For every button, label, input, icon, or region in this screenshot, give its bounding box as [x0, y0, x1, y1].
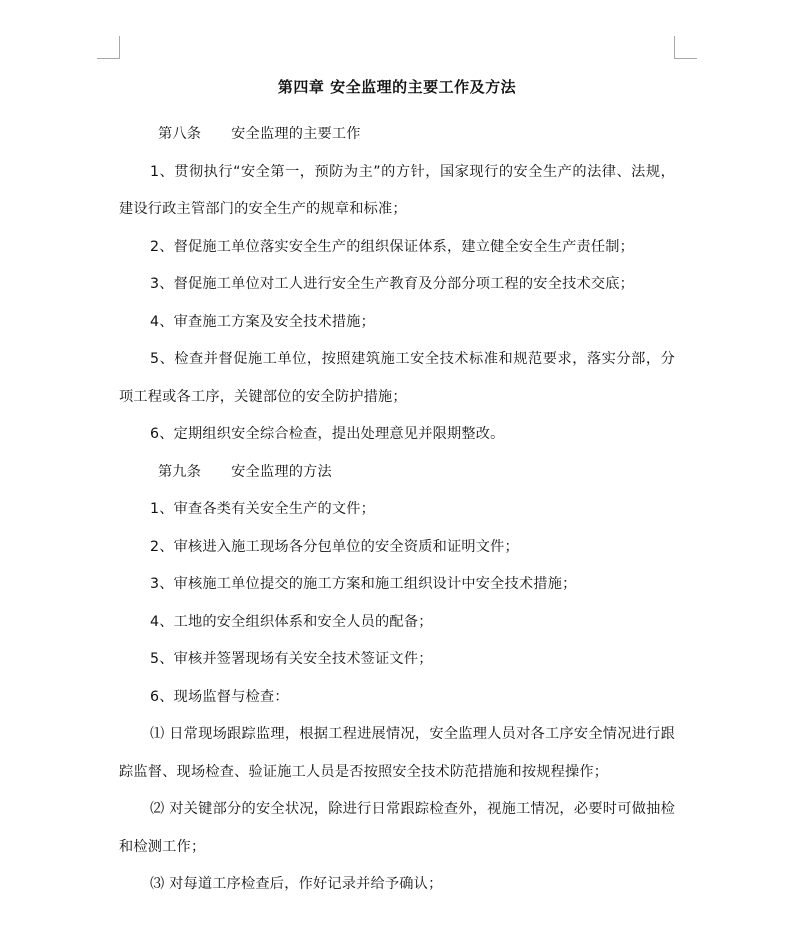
article-9-title: 安全监理的方法 [231, 463, 332, 480]
work-item-2: 2、督促施工单位落实安全生产的组织保证体系，建立健全安全生产责任制； [150, 238, 635, 255]
method-item-3: 3、审核施工单位提交的施工方案和施工组织设计中安全技术措施； [150, 576, 577, 592]
article-8-heading [119, 116, 675, 154]
method-item-4: 4、工地的安全组织体系和安全人员的配备； [150, 613, 433, 630]
sub-item-2: ⑵ 对关键部分的安全状况，除进行日常跟踪检查外，视施工情况，必要时可做抽检和检测工作； [119, 801, 675, 855]
method-item-6: 6、现场监督与检查： [150, 688, 289, 705]
sub-item-3: ⑶ 对每道工序检查后，作好记录并给予确认； [150, 876, 443, 892]
method-item-5: 5、审核并签署现场有关安全技术签证文件； [150, 651, 433, 667]
method-item-2: 2、审核进入施工现场各分包单位的安全资质和证明文件； [150, 538, 519, 555]
chapter-title: 第四章 安全监理的主要工作及方法 [277, 78, 517, 96]
sub-item-1: ⑴ 日常现场跟踪监理，根据工程进展情况，安全监理人员对各工序安全情况进行跟踪监督、现场检查、验证施工人员是否按照安全技术防范措施和按规程操作； [119, 726, 675, 780]
work-item-1: 1、贯彻执行“安全第一，预防为主”的方针，国家现行的安全生产的法律、法规，建设行政主管部门的安全生产的规章和标准； [119, 163, 675, 217]
page-margin-corner-mark-left [97, 36, 120, 59]
work-item-3: 3、督促施工单位对工人进行安全生产教育及分部分项工程的安全技术交底； [150, 276, 635, 292]
method-item-1: 1、审查各类有关安全生产的文件； [150, 501, 376, 517]
article-9-heading [119, 454, 675, 492]
work-item-6: 6、定期组织安全综合检查，提出处理意见并限期整改。 [150, 426, 505, 442]
article-9-number: 第九条 [158, 463, 202, 480]
document-body [119, 72, 675, 904]
article-8-title: 安全监理的主要工作 [231, 126, 361, 142]
article-8-number: 第八条 [158, 126, 202, 142]
work-item-4: 4、审查施工方案及安全技术措施； [150, 313, 376, 330]
work-item-5: 5、检查并督促施工单位，按照建筑施工安全技术标准和规范要求，落实分部，分项工程或各工序，关键部位的安全防护措施； [119, 351, 675, 405]
page-margin-corner-mark-right [674, 36, 697, 59]
